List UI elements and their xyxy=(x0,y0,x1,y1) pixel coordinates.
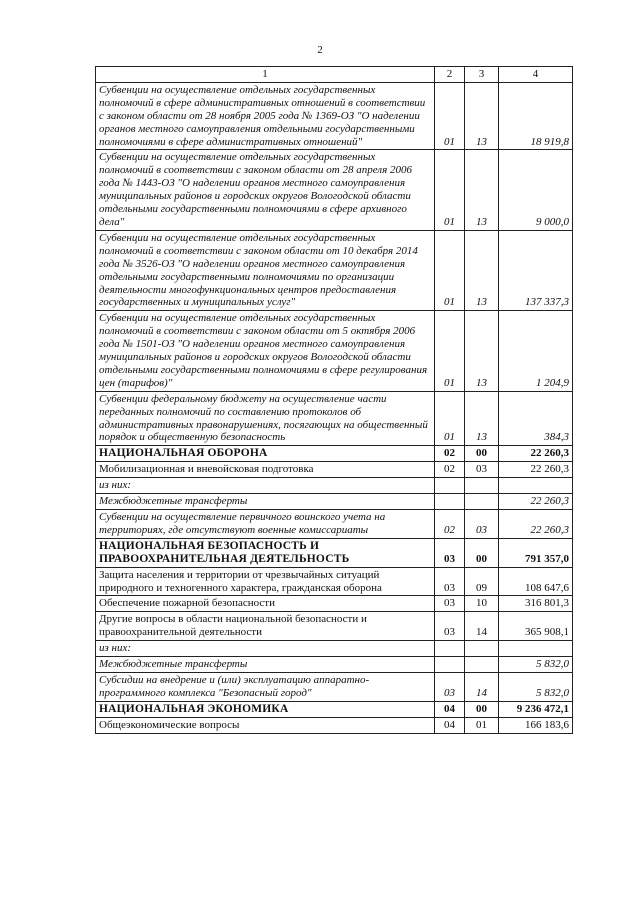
table-row xyxy=(96,641,573,657)
table-row xyxy=(96,657,573,673)
row-description: Защита населения и территории от чрезвычайных ситуаций природного и техногенного характера, гражданская оборона xyxy=(96,567,435,596)
row-section-code: 01 xyxy=(435,230,465,310)
row-description: Субвенции на осуществление отдельных государственных полномочий в соответствии с законом области от 28 апреля 2006 года № 1443-ОЗ "О наделении органов местного самоуправления муниципальных районов и городских округов Вологодской области отдельными государственными полномочиями в сфере архивного дела" xyxy=(96,150,435,230)
row-subsection-code: 13 xyxy=(465,82,499,150)
row-amount: 365 908,1 xyxy=(499,612,573,641)
header-col-1: 1 xyxy=(96,67,435,83)
row-subsection-code xyxy=(465,657,499,673)
row-description: НАЦИОНАЛЬНАЯ ЭКОНОМИКА xyxy=(96,701,435,717)
row-amount: 384,3 xyxy=(499,391,573,446)
table-row xyxy=(96,446,573,462)
row-subsection-code: 13 xyxy=(465,150,499,230)
row-amount: 5 832,0 xyxy=(499,672,573,701)
row-description: из них: xyxy=(96,478,435,494)
row-subsection-code: 00 xyxy=(465,538,499,567)
row-subsection-code xyxy=(465,494,499,510)
table-row xyxy=(96,701,573,717)
row-amount: 1 204,9 xyxy=(499,311,573,391)
table-row xyxy=(96,672,573,701)
table-row xyxy=(96,596,573,612)
row-subsection-code xyxy=(465,641,499,657)
row-subsection-code: 13 xyxy=(465,230,499,310)
row-description: НАЦИОНАЛЬНАЯ ОБОРОНА xyxy=(96,446,435,462)
row-subsection-code: 13 xyxy=(465,311,499,391)
row-section-code: 03 xyxy=(435,538,465,567)
row-description: Мобилизационная и вневойсковая подготовка xyxy=(96,462,435,478)
row-section-code: 02 xyxy=(435,446,465,462)
row-amount: 18 919,8 xyxy=(499,82,573,150)
table-row xyxy=(96,391,573,446)
row-description: Субвенции на осуществление первичного воинского учета на территориях, где отсутствуют военные комиссариаты xyxy=(96,510,435,539)
row-subsection-code: 00 xyxy=(465,446,499,462)
row-subsection-code: 03 xyxy=(465,462,499,478)
table-row xyxy=(96,82,573,150)
row-amount: 22 260,3 xyxy=(499,446,573,462)
table-row xyxy=(96,510,573,539)
table-row xyxy=(96,150,573,230)
table-row xyxy=(96,717,573,733)
row-description: Субвенции федеральному бюджету на осуществление части переданных полномочий по составлению протоколов об административных правонарушениях, посягающих на общественный порядок и общественную безопасность xyxy=(96,391,435,446)
row-amount: 22 260,3 xyxy=(499,494,573,510)
row-description: Обеспечение пожарной безопасности xyxy=(96,596,435,612)
row-section-code: 03 xyxy=(435,567,465,596)
row-amount: 9 000,0 xyxy=(499,150,573,230)
row-section-code: 02 xyxy=(435,462,465,478)
header-row xyxy=(96,67,573,83)
row-amount: 316 801,3 xyxy=(499,596,573,612)
row-subsection-code: 10 xyxy=(465,596,499,612)
header-col-4: 4 xyxy=(499,67,573,83)
row-subsection-code: 14 xyxy=(465,672,499,701)
row-section-code xyxy=(435,657,465,673)
table-row xyxy=(96,494,573,510)
row-section-code: 01 xyxy=(435,391,465,446)
row-section-code xyxy=(435,494,465,510)
row-section-code: 01 xyxy=(435,150,465,230)
row-description: Межбюджетные трансферты xyxy=(96,494,435,510)
page-number: 2 xyxy=(317,44,323,56)
row-amount: 9 236 472,1 xyxy=(499,701,573,717)
row-amount: 5 832,0 xyxy=(499,657,573,673)
row-subsection-code xyxy=(465,478,499,494)
row-description: Межбюджетные трансферты xyxy=(96,657,435,673)
table-row xyxy=(96,538,573,567)
row-subsection-code: 03 xyxy=(465,510,499,539)
row-description: Субсидии на внедрение и (или) эксплуатацию аппаратно-программного комплекса "Безопасный город" xyxy=(96,672,435,701)
row-section-code xyxy=(435,478,465,494)
row-section-code: 04 xyxy=(435,717,465,733)
table-row xyxy=(96,567,573,596)
row-subsection-code: 13 xyxy=(465,391,499,446)
row-description: Субвенции на осуществление отдельных государственных полномочий в соответствии с законом области от 10 декабря 2014 года № 3526-ОЗ "О наделении органов местного самоуправления отдельными государственными полномочиями по организации деятельности многофункциональных центров предоставления государственных и муниципальных услуг" xyxy=(96,230,435,310)
row-amount xyxy=(499,478,573,494)
row-description: НАЦИОНАЛЬНАЯ БЕЗОПАСНОСТЬ И ПРАВООХРАНИТЕЛЬНАЯ ДЕЯТЕЛЬНОСТЬ xyxy=(96,538,435,567)
header-col-3: 3 xyxy=(465,67,499,83)
budget-table xyxy=(95,66,573,734)
row-description: из них: xyxy=(96,641,435,657)
table-row xyxy=(96,230,573,310)
row-section-code: 01 xyxy=(435,311,465,391)
row-section-code: 03 xyxy=(435,612,465,641)
row-amount: 108 647,6 xyxy=(499,567,573,596)
row-section-code: 02 xyxy=(435,510,465,539)
row-amount: 137 337,3 xyxy=(499,230,573,310)
row-section-code xyxy=(435,641,465,657)
row-subsection-code: 01 xyxy=(465,717,499,733)
row-section-code: 01 xyxy=(435,82,465,150)
row-subsection-code: 14 xyxy=(465,612,499,641)
row-subsection-code: 09 xyxy=(465,567,499,596)
row-description: Субвенции на осуществление отдельных государственных полномочий в соответствии с законом области от 5 октября 2006 года № 1501-ОЗ "О наделении органов местного самоуправления муниципальных районов и городских округов Вологодской области отдельными государственными полномочиями в сфере регулирования цен (тарифов)" xyxy=(96,311,435,391)
row-description: Общеэкономические вопросы xyxy=(96,717,435,733)
row-amount: 22 260,3 xyxy=(499,462,573,478)
table-row xyxy=(96,462,573,478)
row-amount xyxy=(499,641,573,657)
table-row xyxy=(96,311,573,391)
row-description: Другие вопросы в области национальной безопасности и правоохранительной деятельности xyxy=(96,612,435,641)
table-row xyxy=(96,612,573,641)
header-col-2: 2 xyxy=(435,67,465,83)
row-section-code: 03 xyxy=(435,596,465,612)
row-amount: 22 260,3 xyxy=(499,510,573,539)
row-description: Субвенции на осуществление отдельных государственных полномочий в сфере административных отношений в соответствии с законом области от 28 ноября 2005 года № 1369-ОЗ "О наделении органов местного самоуправления отдельными государственными полномочиями в сфере административных отношений" xyxy=(96,82,435,150)
row-section-code: 03 xyxy=(435,672,465,701)
row-section-code: 04 xyxy=(435,701,465,717)
row-amount: 791 357,0 xyxy=(499,538,573,567)
row-amount: 166 183,6 xyxy=(499,717,573,733)
row-subsection-code: 00 xyxy=(465,701,499,717)
table-row xyxy=(96,478,573,494)
